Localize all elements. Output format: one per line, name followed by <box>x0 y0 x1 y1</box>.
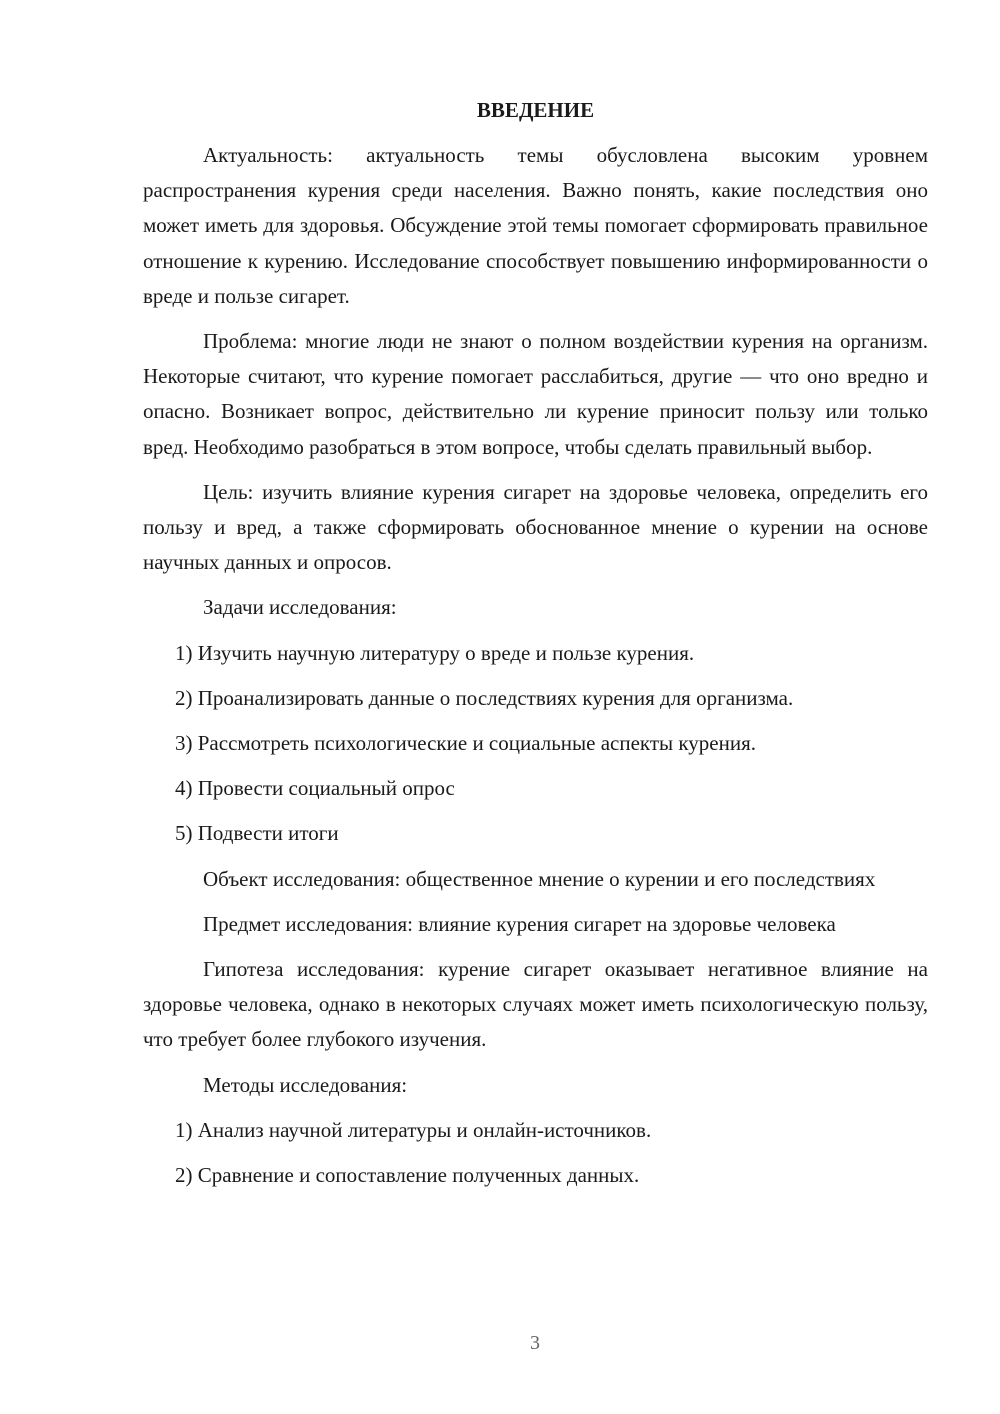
section-heading: ВВЕДЕНИЕ <box>476 98 595 122</box>
tasks-title: Задачи исследования: <box>203 595 397 620</box>
object-paragraph: Объект исследования: общественное мнение о курении и его последствиях <box>203 866 876 891</box>
method-item: 2) Сравнение и сопоставление полученных данных. <box>175 1163 640 1188</box>
document-page <box>143 92 928 1203</box>
task-item: 1) Изучить научную литературу о вреде и пользе курения. <box>175 640 695 665</box>
task-item: 3) Рассмотреть психологические и социальные аспекты курения. <box>175 731 756 756</box>
methods-title: Методы исследования: <box>203 1072 408 1097</box>
problem-paragraph: Проблема: многие люди не знают о полном воздействии курения на организм. Некоторые считают, что курение помогает расслабиться, другие — что оно вредно и опасно. Возникает вопрос, действительно ли курение приносит пользу или только вред. Необходимо разобраться в этом вопросе, чтобы сделать правильный выбор. <box>143 329 928 459</box>
hypothesis-paragraph: Гипотеза исследования: курение сигарет оказывает негативное влияние на здоровье человека, однако в некоторых случаях может иметь психологическую пользу, что требует более глубокого изучения. <box>143 957 928 1052</box>
task-item: 2) Проанализировать данные о последствиях курения для организма. <box>175 685 794 710</box>
task-item: 4) Провести социальный опрос <box>175 776 455 801</box>
page-number: 3 <box>530 1332 540 1354</box>
goal-paragraph: Цель: изучить влияние курения сигарет на здоровье человека, определить его пользу и вред, а также сформировать обоснованное мнение о курении на основе научных данных и опросов. <box>143 479 928 575</box>
relevance-paragraph: Актуальность: актуальность темы обусловлена высоким уровнем распространения курения среди населения. Важно понять, какие последствия оно может иметь для здоровья. Обсуждение этой темы помогает сформировать правильное отношение к курению. Исследование способствует повышению информированности о вреде и пользе сигарет. <box>143 143 928 308</box>
task-item: 5) Подвести итоги <box>175 821 339 846</box>
method-item: 1) Анализ научной литературы и онлайн-источников. <box>175 1117 652 1142</box>
subject-paragraph: Предмет исследования: влияние курения сигарет на здоровье человека <box>203 911 836 936</box>
